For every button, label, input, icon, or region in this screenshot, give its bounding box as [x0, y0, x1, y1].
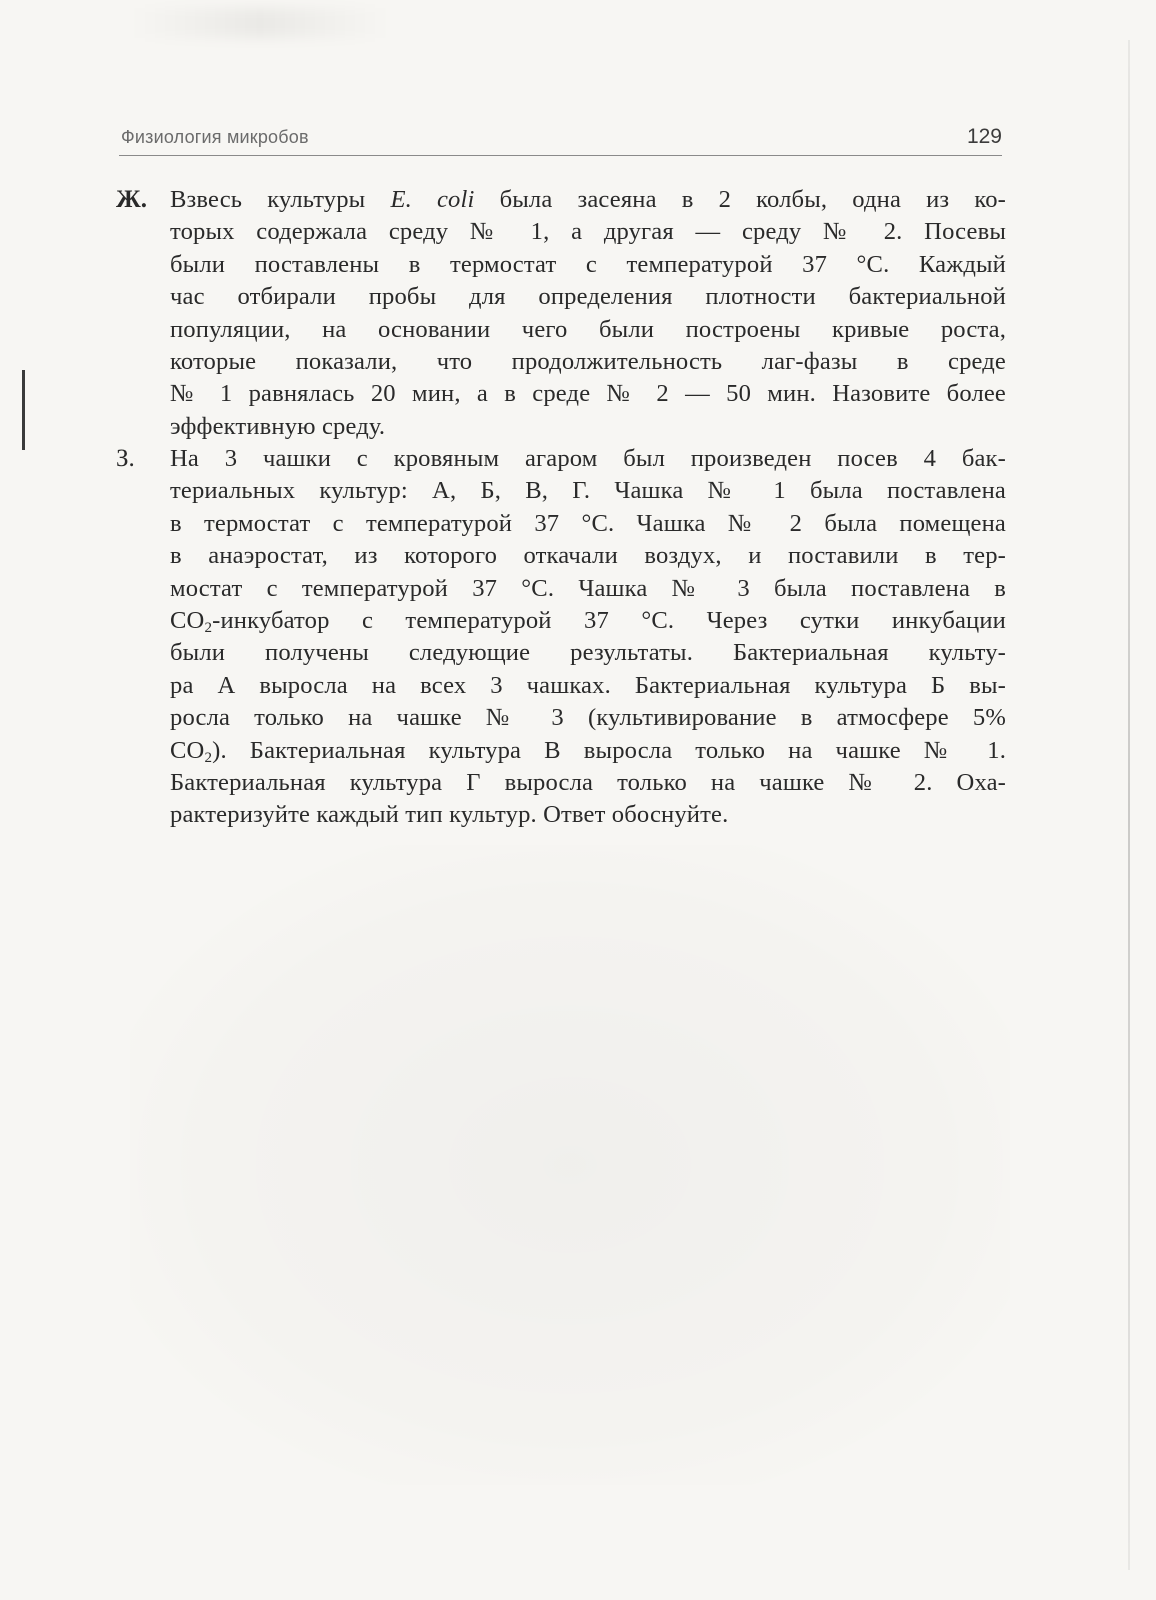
text-line: популяции, на основании чего были построены кривые роста,: [170, 315, 1006, 343]
task-body: [170, 443, 1006, 832]
task-zh: [116, 184, 1006, 443]
running-header: [119, 125, 1002, 156]
text-line: териальных культур: А, Б, В, Г. Чашка № 1 была поставлена: [170, 477, 1006, 505]
text-line: На 3 чашки с кровяным агаром был произведен посев 4 бак-: [170, 445, 1006, 472]
text-line: были получены следующие результаты. Бактериальная культу-: [170, 639, 1006, 667]
text-run: CO: [170, 736, 205, 764]
text-line: эффективную среду.: [170, 412, 386, 440]
text-line: в анаэростат, из которого откачали воздух, и поставили в тер-: [170, 542, 1006, 570]
page-edge-line: [1128, 40, 1130, 1570]
text-line: в термостат с температурой 37 °С. Чашка № 2 была помещена: [170, 509, 1006, 537]
task-z: [116, 443, 1006, 832]
text-line: [170, 605, 1006, 637]
text-line: час отбирали пробы для определения плотности бактериальной: [170, 283, 1006, 311]
task-body: [170, 184, 1006, 443]
text-run: была засеяна в 2 колбы, одна из ко-: [474, 186, 1007, 213]
text-line: рактеризуйте каждый тип культур. Ответ обоснуйте.: [170, 801, 729, 829]
text-line: [170, 184, 1006, 216]
text-line: Бактериальная культура Г выросла только на чашке № 2. Оха-: [170, 769, 1006, 797]
task-marker: З.: [116, 445, 135, 472]
scan-bleed-through: [130, 845, 1010, 1485]
subscript: 2: [204, 620, 213, 637]
subscript: 2: [204, 749, 213, 766]
running-title: Физиология микробов: [121, 127, 309, 147]
text-line: № 1 равнялась 20 мин, а в среде № 2 — 50 мин. Назовите более: [170, 380, 1006, 408]
text-line: торых содержала среду № 1, а другая — среду № 2. Посевы: [170, 218, 1006, 246]
task-marker: Ж.: [116, 186, 147, 213]
text-line: росла только на чашке № 3 (культивирование в атмосфере 5%: [170, 704, 1006, 732]
text-line: [170, 735, 1006, 767]
scan-shadow-top: [130, 8, 390, 38]
text-line: ра А выросла на всех 3 чашках. Бактериальная культура Б вы-: [170, 671, 1006, 699]
margin-mark: [22, 370, 25, 450]
text-line: были поставлены в термостат с температурой 37 °С. Каждый: [170, 250, 1006, 278]
species-name: E. coli: [390, 186, 475, 213]
text-line: мостат с температурой 37 °С. Чашка № 3 была поставлена в: [170, 574, 1006, 602]
page-number: 129: [966, 125, 1002, 148]
text-run: CO: [170, 607, 205, 635]
text-line: которые показали, что продолжительность лаг-фазы в среде: [170, 348, 1006, 376]
text-run: ). Бактериальная культура В выросла только на чашке № 1.: [212, 736, 1006, 764]
text-run: -инкубатор с температурой 37 °С. Через сутки инкубации: [212, 607, 1006, 635]
text-run: Взвесь культуры: [170, 186, 391, 213]
